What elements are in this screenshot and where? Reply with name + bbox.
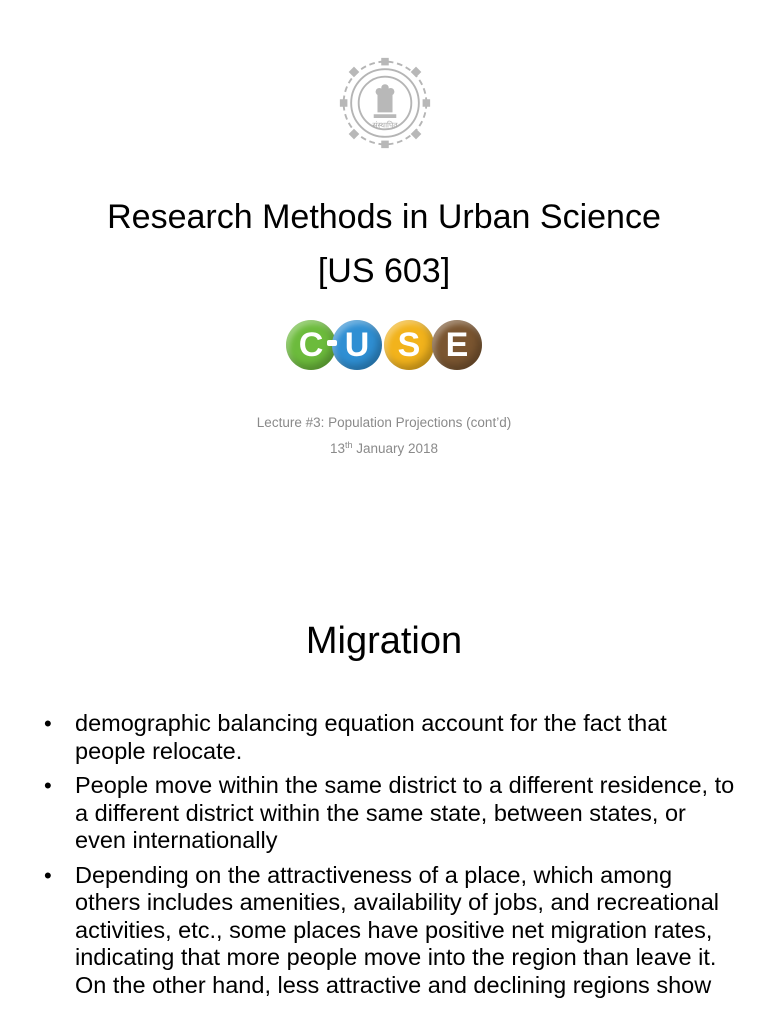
institute-seal-icon — [338, 56, 432, 150]
migration-slide — [0, 576, 768, 1024]
slide-title — [0, 190, 768, 298]
cuse-logo — [286, 320, 486, 374]
logo-letter-e: E — [432, 320, 482, 370]
logo-letter-c: C — [286, 320, 336, 370]
bullet-list — [40, 710, 740, 1006]
svg-text:संस्थापित: संस्थापित — [372, 120, 398, 130]
title-line-1: Research Methods in Urban Science — [107, 198, 661, 236]
bullet-icon: • — [44, 773, 52, 798]
logo-letter-s: S — [384, 320, 434, 370]
lecture-subtitle: Lecture #3: Population Projections (cont’d) — [256, 415, 512, 430]
bullet-item: • Depending on the attractiveness of a place, which among others includes amenities, availability of jobs, and recreational activities, etc., some places have positive net migration rates, indicating that more people move into the region than leave it. On the other hand, less attractive and declining regions show — [44, 861, 719, 998]
title-line-2: [US 603] — [317, 252, 451, 290]
logo-letter-u: U — [332, 320, 382, 370]
bullet-item: • demographic balancing equation account for the fact that people relocate. — [44, 710, 667, 764]
logo-dash — [327, 340, 337, 346]
lecture-date: 13th January 2018 — [329, 440, 439, 456]
bullet-icon: • — [44, 862, 52, 888]
bullet-icon: • — [44, 711, 52, 736]
slide-heading: Migration — [305, 620, 463, 662]
bullet-item: • People move within the same district to a different residence, to a different district within the same state, between states, or even internationally — [44, 772, 735, 853]
